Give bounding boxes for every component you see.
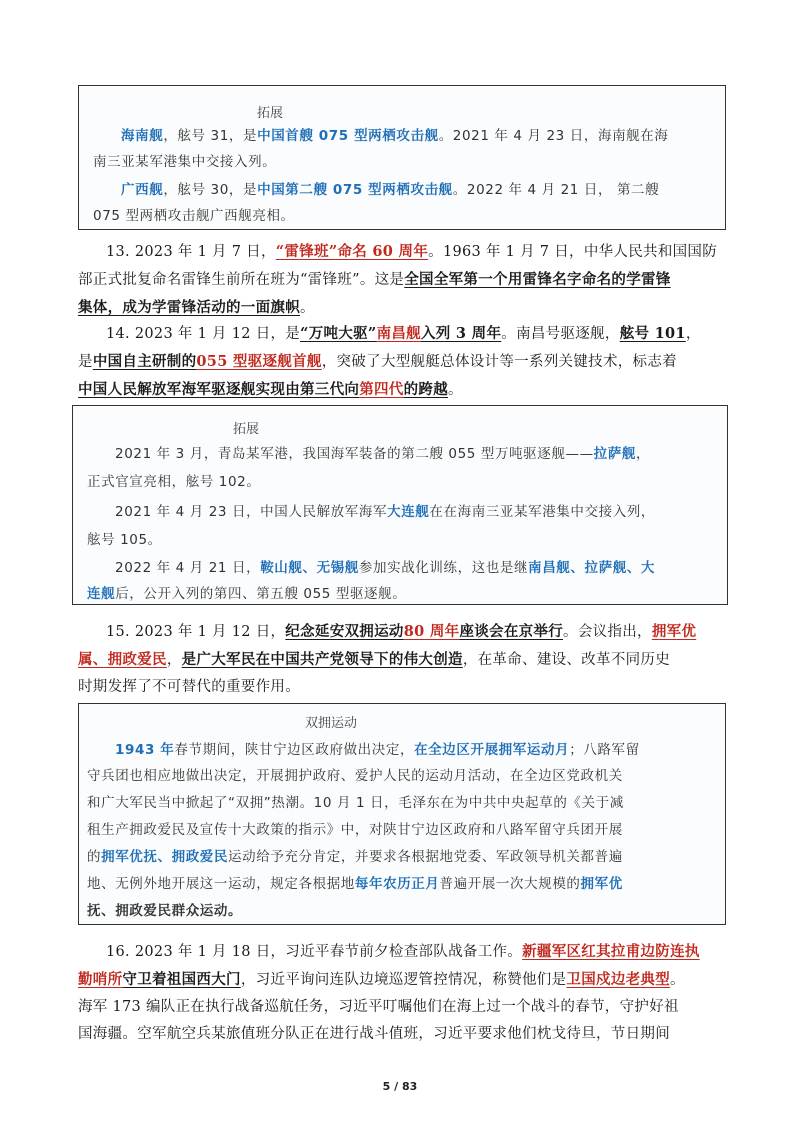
box-title: 拓展 [233,422,260,437]
box-line: 正式官宣亮相，舷号 102。 [87,474,261,490]
box-line: 守兵团也相应地做出决定，开展拥护政府、爱护人民的运动月活动，在全边区党政机关 [87,768,623,784]
box-line: 2021 年 3 月，青岛某军港，我国海军装备的第二艘 055 型万吨驱逐舰——拉萨舰， [115,446,651,462]
box-line: 075 型两栖攻击舰广西舰亮相。 [93,208,295,224]
box-line: 的拥军优抚、拥政爱民运动给予充分肯定，并要求各根据地党委、军政领导机关都普遍 [87,849,623,865]
expansion-box-hainan-guangxi [78,85,726,230]
box-line: 1943 年春节期间，陕甘宁边区政府做出决定，在全边区开展拥军运动月；八路军留 [115,742,640,758]
item-14: 14. 2023 年 1 月 12 日，是“万吨大驱”南昌舰入列 3 周年。南昌号驱逐舰，舷号 101， 是中国自主研制的055 型驱逐舰首舰，突破了大型舰艇总体设计等一系列关键技术，标志着 中国人民解放军海军驱逐舰实现由第三代向第四代的跨越。 [78,325,701,398]
box-line: 舷号 105。 [87,532,162,548]
item-13: 13. 2023 年 1 月 7 日，“雷锋班”命名 60 周年。1963 年 1 月 7 日，中华人民共和国国防 部正式批复命名雷锋生前所在班为“雷锋班”。这是全国全军第一个用雷锋名字命名的学雷锋 集体，成为学雷锋活动的一面旗帜。 [78,243,718,316]
box-line: 2022 年 4 月 21 日，鞍山舰、无锡舰参加实战化训练，这也是继南昌舰、拉萨舰、大 [115,560,655,576]
box-line: 抚、拥政爱民群众运动。 [87,903,243,919]
expansion-box-double-support [78,703,726,925]
box-line: 和广大军民当中掀起了“双拥”热潮。10 月 1 日，毛泽东在为中共中央起草的《关于减 [87,795,624,811]
box-title: 双拥运动 [305,716,358,731]
box-line: 2021 年 4 月 23 日，中国人民解放军海军大连舰在在海南三亚某军港集中交接入列， [115,504,656,520]
item-16: 16. 2023 年 1 月 18 日，习近平春节前夕检查部队战备工作。新疆军区红其拉甫边防连执 勤哨所守卫着祖国西大门，习近平询问连队边境巡逻管控情况，称赞他们是卫国戍边老典型。 海军 173 编队正在执行战备巡航任务，习近平叮嘱他们在海上过一个战斗的春节，守护好祖 国海疆。空军航空兵某旅值班分队正在进行战斗值班，习近平要求他们枕戈待旦，节日期间 [78,943,700,1042]
expansion-box-055-destroyers [72,405,728,605]
box-line: 南三亚某军港集中交接入列。 [93,154,277,170]
box-line: 地、无例外地开展这一运动，规定各根据地每年农历正月普遍开展一次大规模的拥军优 [87,876,623,892]
box-line: 租生产拥政爱民及宣传十大政策的指示》中，对陕甘宁边区政府和八路军留守兵团开展 [87,822,623,838]
box-line: 连舰后，公开入列的第四、第五艘 055 型驱逐舰。 [87,586,407,602]
item-15: 15. 2023 年 1 月 12 日，纪念延安双拥运动80 周年座谈会在京举行。会议指出，拥军优 属、拥政爱民，是广大军民在中国共产党领导下的伟大创造，在革命、建设、改革不同历史 时期发挥了不可替代的重要作用。 [78,623,697,695]
box-title: 拓展 [257,106,284,121]
box-line: 广西舰，舷号 30，是中国第二艘 075 型两栖攻击舰。2022 年 4 月 21 日， 第二艘 [121,182,660,198]
box-line: 海南舰，舷号 31，是中国首艘 075 型两栖攻击舰。2021 年 4 月 23 日，海南舰在海 [121,128,669,144]
page-number: 5 / 83 [382,1080,418,1093]
